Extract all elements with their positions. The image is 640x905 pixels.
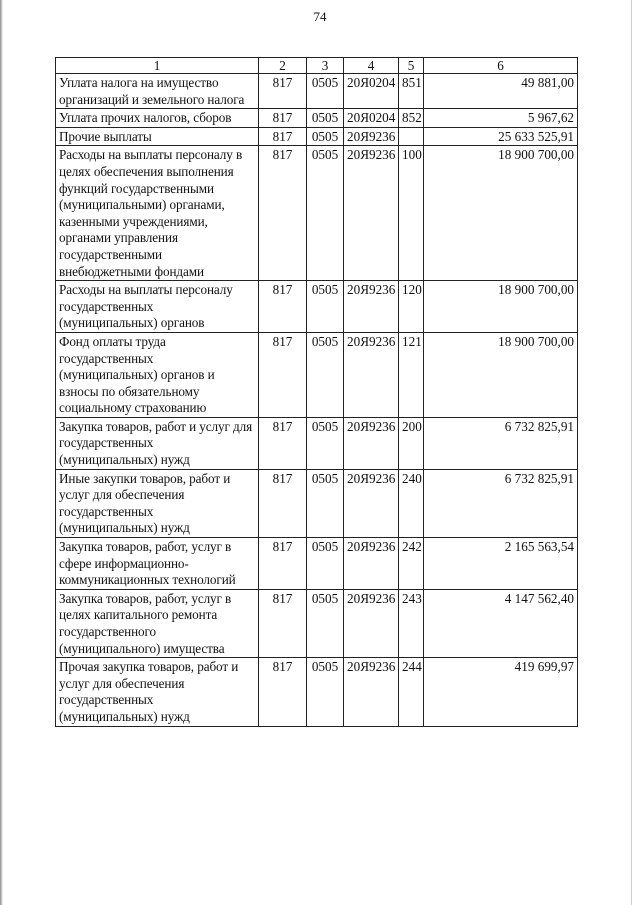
row-ministry-code: 817 [259,332,307,417]
table-row [56,469,578,537]
header-cell: 4 [344,58,399,74]
row-ministry-code: 817 [259,658,307,726]
row-expense-type-code: 243 [399,589,424,657]
row-expense-type-code [399,127,424,146]
header-cell: 2 [259,58,307,74]
table-row [56,127,578,146]
row-target-code: 20Я9236 [344,589,399,657]
row-amount: 4 147 562,40 [424,589,578,657]
scan-left-edge [0,0,3,905]
row-section-code: 0505 [307,332,344,417]
row-target-code: 20Я9236 [344,146,399,281]
row-amount: 49 881,00 [424,74,578,109]
row-name: Расходы на выплаты персоналу государственных (муниципальных) органов [56,281,259,333]
row-name: Уплата налога на имущество организаций и земельного налога [56,74,259,109]
row-expense-type-code: 200 [399,417,424,469]
row-amount: 18 900 700,00 [424,281,578,333]
row-name: Прочая закупка товаров, работ и услуг для обеспечения государственных (муниципальных) нужд [56,658,259,726]
row-target-code: 20Я9236 [344,538,399,590]
row-expense-type-code: 852 [399,109,424,128]
page-number: 74 [313,9,327,24]
row-ministry-code: 817 [259,469,307,537]
row-amount: 25 633 525,91 [424,127,578,146]
row-amount: 6 732 825,91 [424,417,578,469]
row-name: Иные закупки товаров, работ и услуг для обеспечения государственных (муниципальных) нужд [56,469,259,537]
row-name: Прочие выплаты [56,127,259,146]
row-name: Уплата прочих налогов, сборов [56,109,259,128]
row-target-code: 20Я9236 [344,658,399,726]
row-section-code: 0505 [307,538,344,590]
row-amount: 18 900 700,00 [424,332,578,417]
row-expense-type-code: 242 [399,538,424,590]
row-section-code: 0505 [307,146,344,281]
header-cell: 3 [307,58,344,74]
row-name: Закупка товаров, работ и услуг для государственных (муниципальных) нужд [56,417,259,469]
row-ministry-code: 817 [259,109,307,128]
row-ministry-code: 817 [259,538,307,590]
row-target-code: 20Я9236 [344,281,399,333]
row-name: Расходы на выплаты персоналу в целях обеспечения выполнения функций государственными (муниципальными) органами, казенными учреждениями, органами управления государственными внебюджетными фондами [56,146,259,281]
table-row [56,417,578,469]
row-amount: 2 165 563,54 [424,538,578,590]
row-section-code: 0505 [307,469,344,537]
scan-right-edge [631,0,632,905]
table-row [56,74,578,109]
row-target-code: 20Я9236 [344,332,399,417]
row-ministry-code: 817 [259,74,307,109]
row-section-code: 0505 [307,281,344,333]
row-section-code: 0505 [307,74,344,109]
row-section-code: 0505 [307,109,344,128]
row-target-code: 20Я9236 [344,469,399,537]
row-target-code: 20Я9236 [344,127,399,146]
row-expense-type-code: 244 [399,658,424,726]
row-ministry-code: 817 [259,417,307,469]
row-amount: 5 967,62 [424,109,578,128]
row-target-code: 20Я0204 [344,74,399,109]
table-row [56,538,578,590]
row-ministry-code: 817 [259,127,307,146]
row-name: Закупка товаров, работ, услуг в сфере информационно-коммуникационных технологий [56,538,259,590]
table-row [56,658,578,726]
row-section-code: 0505 [307,658,344,726]
header-cell: 6 [424,58,578,74]
row-section-code: 0505 [307,589,344,657]
budget-table [55,57,578,727]
row-expense-type-code: 121 [399,332,424,417]
header-cell: 5 [399,58,424,74]
table-row [56,109,578,128]
row-expense-type-code: 851 [399,74,424,109]
table-row [56,281,578,333]
row-section-code: 0505 [307,127,344,146]
table-header-row [56,58,578,74]
row-section-code: 0505 [307,417,344,469]
row-target-code: 20Я0204 [344,109,399,128]
row-amount: 18 900 700,00 [424,146,578,281]
row-expense-type-code: 100 [399,146,424,281]
row-ministry-code: 817 [259,589,307,657]
row-ministry-code: 817 [259,281,307,333]
table-row [56,589,578,657]
table-row [56,146,578,281]
header-cell: 1 [56,58,259,74]
table-row [56,332,578,417]
row-name: Фонд оплаты труда государственных (муниципальных) органов и взносы по обязательному социальному страхованию [56,332,259,417]
row-amount: 6 732 825,91 [424,469,578,537]
row-expense-type-code: 120 [399,281,424,333]
row-name: Закупка товаров, работ, услуг в целях капитального ремонта государственного (муниципального) имущества [56,589,259,657]
row-ministry-code: 817 [259,146,307,281]
row-expense-type-code: 240 [399,469,424,537]
row-target-code: 20Я9236 [344,417,399,469]
row-amount: 419 699,97 [424,658,578,726]
